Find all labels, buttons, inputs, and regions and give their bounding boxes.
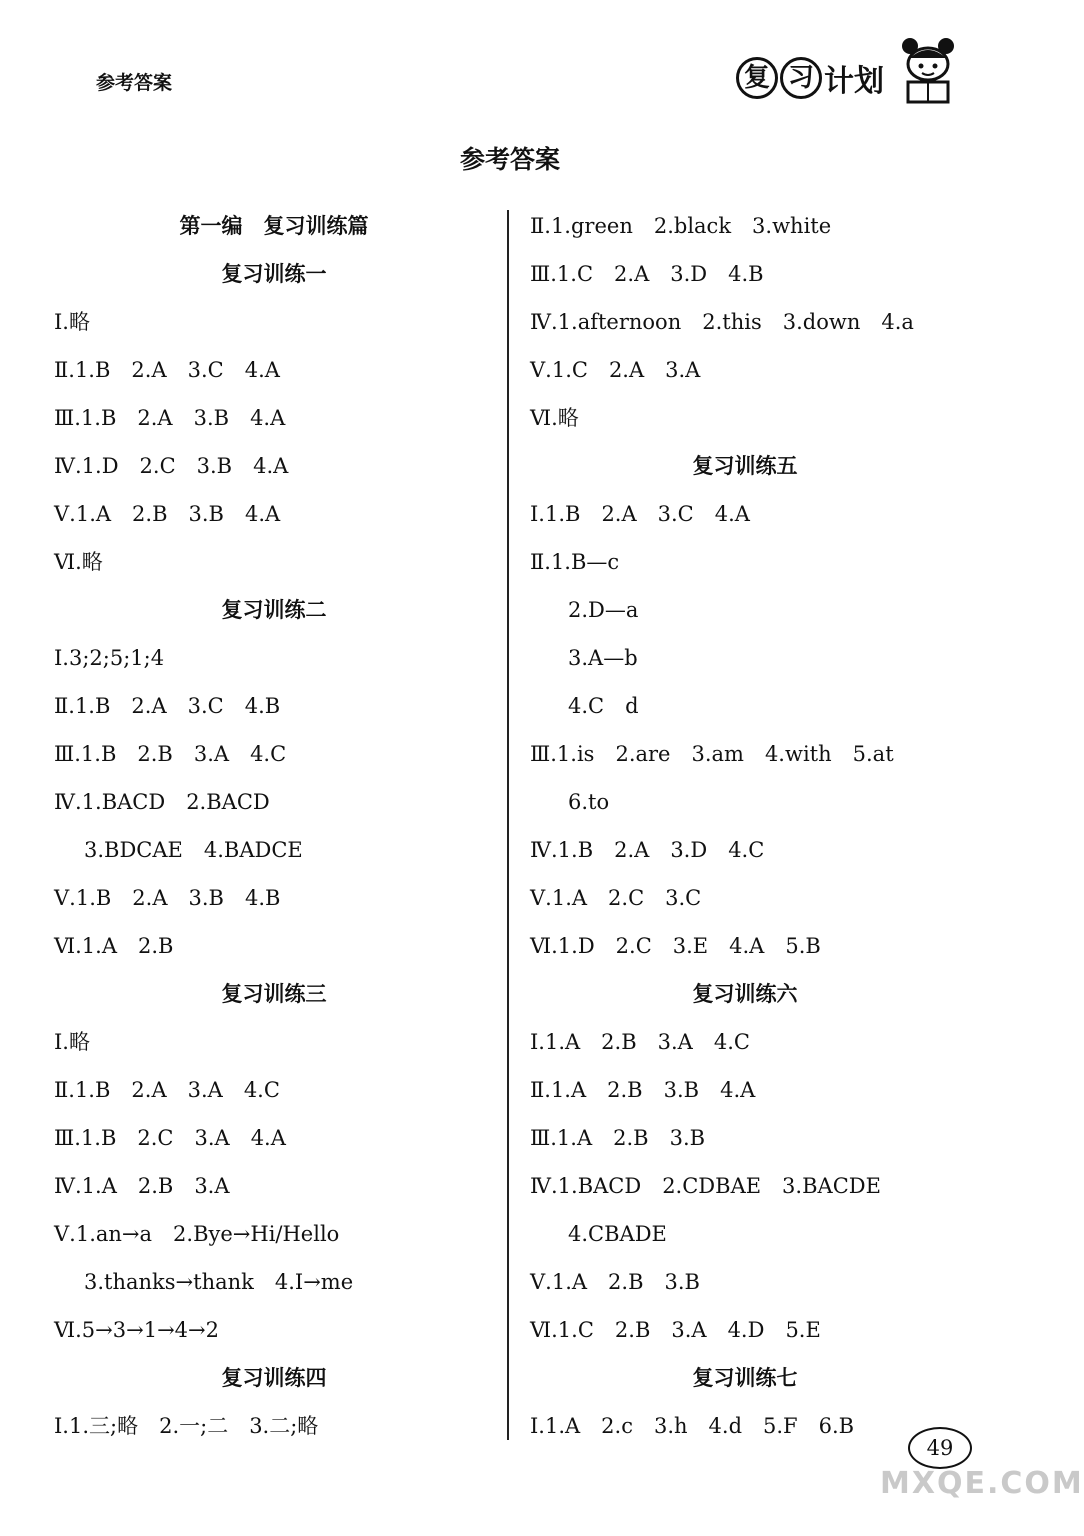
answer-line-continued: 6.to [568, 790, 610, 814]
answer-line: Ⅰ.1.三;略 2.一;二 3.二;略 [54, 1414, 319, 1438]
answer-line-continued: 3.BDCAE 4.BADCE [84, 838, 303, 862]
watermark: MXQE.COM [880, 1466, 1084, 1501]
section-heading: 复习训练四 [221, 1366, 327, 1390]
answer-line: Ⅵ.1.C 2.B 3.A 4.D 5.E [530, 1318, 821, 1342]
answer-line: Ⅴ.1.an→a 2.Bye→Hi/Hello [54, 1222, 340, 1246]
answer-line: Ⅳ.1.D 2.C 3.B 4.A [54, 454, 289, 478]
answer-line: Ⅱ.1.B 2.A 3.A 4.C [54, 1078, 280, 1102]
left-column [54, 202, 494, 1450]
answer-line: Ⅴ.1.C 2.A 3.A [530, 358, 701, 382]
answer-line: Ⅰ.1.B 2.A 3.C 4.A [530, 502, 750, 526]
logo-text: 计划 [824, 64, 884, 99]
answer-line: Ⅵ.1.D 2.C 3.E 4.A 5.B [530, 934, 821, 958]
answer-line: Ⅳ.1.BACD 2.BACD [54, 790, 270, 814]
column-divider [507, 210, 509, 1440]
answer-line: Ⅵ.略 [530, 406, 579, 430]
answer-line: Ⅳ.1.B 2.A 3.D 4.C [530, 838, 765, 862]
answer-line: Ⅱ.1.green 2.black 3.white [530, 214, 832, 238]
answer-line: Ⅳ.1.A 2.B 3.A [54, 1174, 230, 1198]
section-heading: 复习训练三 [221, 982, 327, 1006]
running-header-label: 参考答案 [96, 72, 173, 94]
section-heading: 复习训练一 [221, 262, 327, 286]
answer-line-continued: 4.CBADE [568, 1222, 667, 1246]
book-series-logo [736, 56, 884, 100]
section-heading: 复习训练六 [692, 982, 798, 1006]
answer-line: Ⅳ.1.afternoon 2.this 3.down 4.a [530, 310, 914, 334]
answer-line: Ⅲ.1.C 2.A 3.D 4.B [530, 262, 764, 286]
answer-line: Ⅴ.1.A 2.B 3.B [530, 1270, 700, 1294]
answer-line-continued: 3.A—b [568, 646, 638, 670]
answer-line: Ⅱ.1.B—c [530, 550, 620, 574]
answer-line: Ⅲ.1.B 2.C 3.A 4.A [54, 1126, 286, 1150]
answer-line-continued: 2.D—a [568, 598, 639, 622]
mascot-icon [898, 36, 958, 106]
answer-line: Ⅱ.1.A 2.B 3.B 4.A [530, 1078, 756, 1102]
answer-line: Ⅰ.1.A 2.B 3.A 4.C [530, 1030, 750, 1054]
answer-line: Ⅴ.1.A 2.B 3.B 4.A [54, 502, 281, 526]
right-column [530, 202, 960, 1450]
answer-line: Ⅰ.略 [54, 1030, 90, 1054]
answer-line: Ⅳ.1.BACD 2.CDBAE 3.BACDE [530, 1174, 881, 1198]
answer-line: Ⅰ.略 [54, 310, 90, 334]
answer-line: Ⅱ.1.B 2.A 3.C 4.A [54, 358, 280, 382]
answer-line: Ⅴ.1.A 2.C 3.C [530, 886, 702, 910]
page-number: 49 [908, 1427, 972, 1469]
section-heading: 复习训练二 [221, 598, 327, 622]
answer-line: Ⅵ.略 [54, 550, 103, 574]
section-heading: 复习训练七 [692, 1366, 798, 1390]
part-title: 第一编 复习训练篇 [179, 214, 369, 238]
answer-line: Ⅲ.1.A 2.B 3.B [530, 1126, 706, 1150]
section-heading: 复习训练五 [692, 454, 798, 478]
answer-line: Ⅰ.3;2;5;1;4 [54, 646, 165, 670]
answer-line: Ⅱ.1.B 2.A 3.C 4.B [54, 694, 281, 718]
answer-line: Ⅲ.1.B 2.B 3.A 4.C [54, 742, 287, 766]
answer-line: Ⅵ.1.A 2.B [54, 934, 174, 958]
answer-line: Ⅰ.1.A 2.c 3.h 4.d 5.F 6.B [530, 1414, 855, 1438]
answer-line: Ⅲ.1.is 2.are 3.am 4.with 5.at [530, 742, 894, 766]
answer-line-continued: 3.thanks→thank 4.I→me [84, 1270, 354, 1294]
answer-line: Ⅴ.1.B 2.A 3.B 4.B [54, 886, 281, 910]
page-title: 参考答案 [459, 145, 560, 174]
answer-line: Ⅵ.5→3→1→4→2 [54, 1318, 219, 1342]
answer-line-continued: 4.C d [568, 694, 639, 718]
logo-char-2: 习 [780, 57, 822, 99]
logo-char-1: 复 [736, 57, 778, 99]
answer-line: Ⅲ.1.B 2.A 3.B 4.A [54, 406, 286, 430]
